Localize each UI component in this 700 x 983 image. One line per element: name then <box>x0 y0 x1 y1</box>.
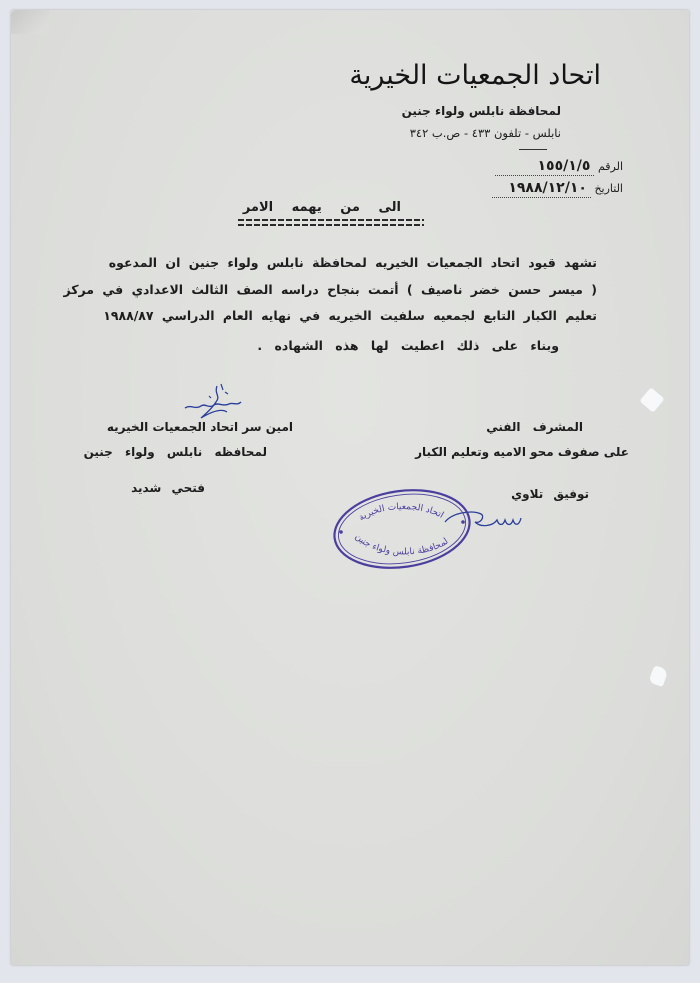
signature-left-icon <box>181 382 251 422</box>
organization-region: لمحافظة نابلس ولواء جنين <box>401 104 561 118</box>
right-signatory-title: المشرف الفني <box>486 420 583 434</box>
body-line-3: تعليم الكبار التابع لجمعيه سلفيت الخيريه في نهايه العام الدراسي ١٩٨٨/٨٧ <box>103 308 597 323</box>
body-line-2: ( ميسر حسن خضر ناصيف ) أتمت بنجاح دراسه الصف الثالث الاعدادي في مركز <box>63 282 597 297</box>
reference-date-value: ١٩٨٨/١٢/١٠ <box>492 180 591 198</box>
right-signatory-name: توفيق تلاوي <box>511 487 589 501</box>
salutation: الى من يهمه الامر <box>242 200 401 215</box>
left-signatory-name: فتحي شديد <box>131 481 205 495</box>
salutation-underline <box>238 219 424 228</box>
left-signatory-title: امين سر اتحاد الجمعيات الخيريه <box>106 420 293 434</box>
organization-contact: نابلس - تلفون ٤٣٣ - ص.ب ٣٤٢ <box>409 126 561 140</box>
organization-name: اتحاد الجمعيات الخيرية <box>349 60 601 91</box>
right-signatory-subtitle: على صفوف محو الاميه وتعليم الكبار <box>415 445 629 459</box>
reference-number-value: ١٥٥/١/٥ <box>495 158 594 176</box>
reference-date-row <box>492 180 623 198</box>
reference-number-row <box>495 158 623 176</box>
svg-text:لمحافظة نابلس ولواء جنين <box>353 532 451 558</box>
left-signatory-subtitle: لمحافظه نابلس ولواء جنين <box>83 445 267 459</box>
header-divider <box>519 149 547 150</box>
stamp-top-text: اتحاد الجمعيات الخيرية <box>357 502 446 524</box>
svg-text:اتحاد الجمعيات الخيرية <box>357 502 445 523</box>
paper-tear-upper <box>639 387 664 412</box>
reference-date-label: التاريخ <box>594 182 623 195</box>
body-line-1: تشهد قيود اتحاد الجمعيات الخيريه لمحافظة نابلس ولواء جنين ان المدعوه <box>108 255 597 270</box>
body-line-4: وبناء على ذلك اعطيت لها هذه الشهاده . <box>257 338 559 353</box>
document-page <box>11 10 689 965</box>
reference-number-label: الرقم <box>597 160 623 173</box>
organization-stamp-icon <box>331 488 473 570</box>
stamp-bottom-text: لمحافظة نابلس ولواء جنين <box>352 531 451 558</box>
paper-tear-lower <box>648 665 668 687</box>
